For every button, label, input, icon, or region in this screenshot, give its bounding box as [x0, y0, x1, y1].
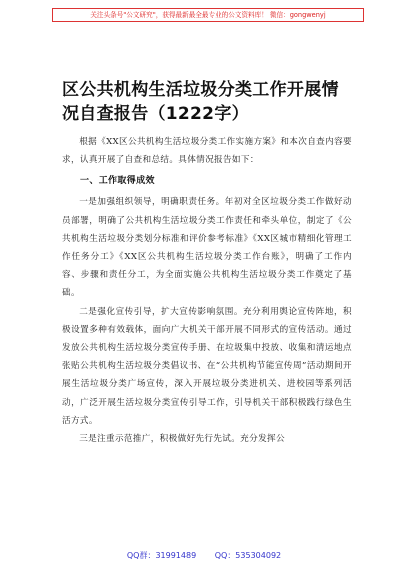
paragraph-1: 一是加强组织领导，明确职责任务。年初对全区垃圾分类工作做好动员部署，明确了公共机构生活垃圾分类工作责任和牵头单位，制定了《公共机构生活垃圾分类划分标准和评价参考标准》《XX区城市精细化管理工作任务分工》《XX区公共机构生活垃圾分类工作台账》，明确了工作内容、步骤和责任分工，为全面实施公共机构生活垃圾分类工作奠定了基础。: [62, 197, 352, 299]
paragraph-3: 三是注重示范推广，积极做好先行先试。充分发挥公: [79, 434, 285, 445]
footer-qq: QQ：535304092: [214, 551, 282, 560]
section-heading: 一、工作取得成效: [80, 176, 155, 187]
paragraph-2: 二是强化宣传引导，扩大宣传影响氛围。充分利用舆论宣传阵地，积极设置多种有效载体，面向广大机关干部开展不同形式的宣传活动。通过发放公共机构生活垃圾分类宣传手册、在垃圾集中投放、收集和清运地点张贴公共机构生活垃圾分类倡议书、在“公共机构节能宣传周”活动期间开展生活垃圾分类广场宣传，深入开展垃圾分类进机关、进校园等系列活动，广泛开展生活垃圾分类宣传引导工作，引导机关干部积极践行绿色生活方式。: [62, 306, 352, 426]
footer-qq-group: QQ群：31991489: [126, 551, 197, 560]
top-banner: 关注头条号"公文研究"，获得最新最全最专业的公文资料库！ 微信：gongwenyj: [52, 8, 364, 22]
footer-contact: [0, 550, 408, 561]
document-title: 区公共机构生活垃圾分类工作开展情况自查报告（1222字）: [62, 80, 339, 124]
intro-paragraph: 根据《XX区公共机构生活垃圾分类工作实施方案》和本次自查内容要求，认真开展了自查和总结。具体情况报告如下：: [62, 137, 352, 166]
document-body: [62, 133, 352, 448]
